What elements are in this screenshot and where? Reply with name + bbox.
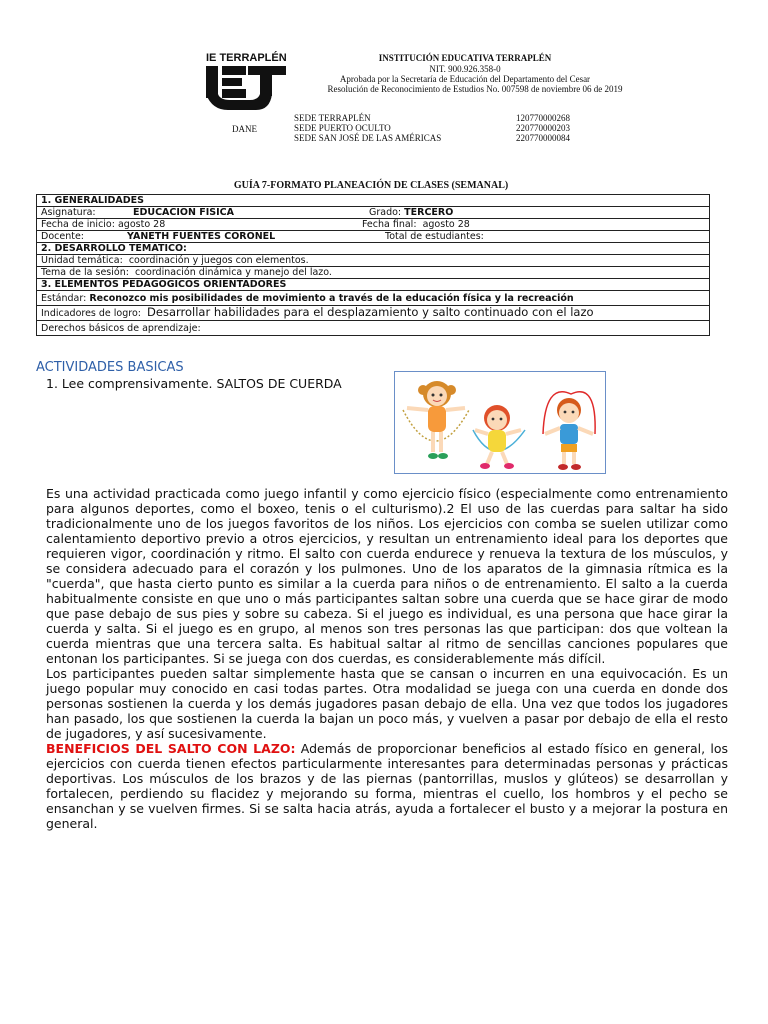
boy-figure: [543, 392, 595, 470]
docente-value: YANETH FUENTES CORONEL: [127, 231, 276, 242]
estandar-cell: [37, 291, 710, 306]
fecha-inicio-value: agosto 28: [117, 219, 166, 230]
docente-label: Docente:: [41, 231, 84, 242]
sede-name: SEDE PUERTO OCULTO: [294, 123, 391, 133]
sede-code: 220770000084: [516, 133, 570, 143]
tema-label: Tema de la sesión:: [41, 267, 129, 278]
table-row: [37, 219, 710, 231]
table-row: [37, 291, 710, 306]
sede-codes: [516, 113, 570, 143]
table-row: [37, 279, 710, 291]
girl-figure: [403, 381, 469, 459]
school-logo: [204, 64, 288, 112]
tema-value: coordinación dinámica y manejo del lazo.: [134, 267, 332, 278]
section-desarrollo: 2. DESARROLLO TEMATICO:: [37, 243, 710, 255]
table-row: [37, 231, 710, 243]
activity-item-1: 1. Lee comprensivamente. SALTOS DE CUERDA: [46, 376, 342, 391]
fecha-final-label: Fecha final:: [361, 219, 417, 230]
asignatura-label: Asignatura:: [41, 207, 96, 218]
unidad-cell: [37, 255, 710, 267]
paragraph: Los participantes pueden saltar simplemente hasta que se cansan o incurren en una equivocación. Es un juego popular muy conocido en casi todas partes. Otra modalidad se juega con una cuerda en donde dos personas sostienen la cuerda y los demás jugadores pasan debajo de ella. Una vez que todos los jugadores han pasado, los que sostienen la cuerda la bajan un poco más, y vuelven a pasar por debajo de ella el resto de jugadores, y así sucesivamente.: [46, 666, 728, 741]
asignatura-cell: [37, 207, 710, 219]
benefits-heading: BENEFICIOS DEL SALTO CON LAZO:: [46, 741, 296, 756]
grado-label: Grado:: [369, 207, 402, 218]
dane-label: DANE: [232, 124, 257, 134]
table-row: [37, 267, 710, 279]
paragraph: [46, 741, 728, 831]
fecha-inicio-label: Fecha de inicio:: [41, 219, 115, 230]
grado-value: TERCERO: [404, 207, 454, 218]
total-estudiantes-label: Total de estudiantes:: [385, 231, 484, 242]
activities-heading: ACTIVIDADES BASICAS: [36, 360, 184, 375]
fecha-final-value: agosto 28: [422, 219, 470, 230]
derechos-cell: [37, 321, 710, 336]
estandar-value: Reconozco mis posibilidades de movimiento a través de la educación física y la recreación: [89, 292, 574, 304]
indicadores-cell: [37, 306, 710, 321]
girl-figure: [473, 405, 525, 469]
table-row: [37, 243, 710, 255]
estandar-label: Estándar:: [41, 292, 87, 304]
section-elementos: 3. ELEMENTOS PEDAGOGICOS ORIENTADORES: [37, 279, 710, 291]
section-generalidades: 1. GENERALIDADES: [37, 195, 710, 207]
table-row: [37, 321, 710, 336]
planning-table: [36, 194, 710, 336]
guide-title: GUÍA 7-FORMATO PLANEACIÓN DE CLASES (SEMANAL): [233, 180, 509, 191]
logo-text: IE TERRAPLÉN: [206, 52, 287, 64]
table-row: [37, 195, 710, 207]
indicadores-value: Desarrollar habilidades para el desplazamiento y salto continuado con el lazo: [147, 305, 594, 319]
table-row: [37, 255, 710, 267]
tema-cell: [37, 267, 710, 279]
benefits-text: Además de proporcionar beneficios al estado físico en general, los ejercicios con cuerda tienen efectos particularmente interesantes para determinadas personas y prácticas deportivas. Los músculos de los brazos y de las piernas (pantorrillas, muslos y glúteos) se desarrollan y fortalecen, perdiendo su flacidez y mejorando su forma, mientras el cuello, los hombros y el pecho se ensanchan y se vuelven firmes. Si se salta hacia atrás, ayuda a fortalecer el busto y a mejorar la postura en general.: [46, 741, 728, 831]
table-row: [37, 306, 710, 321]
unidad-value: coordinación y juegos con elementos.: [128, 255, 309, 266]
indicadores-label: Indicadores de logro:: [41, 308, 141, 319]
asignatura-value: EDUCACION FISICA: [133, 207, 234, 218]
table-row: [37, 207, 710, 219]
sede-name: SEDE SAN JOSÉ DE LAS AMÉRICAS: [294, 133, 442, 143]
sede-code: 220770000203: [516, 123, 570, 133]
nit: NIT. 900.926.358-0: [429, 64, 501, 74]
sede-code: 120770000268: [516, 113, 570, 123]
fechas-cell: [37, 219, 710, 231]
reading-text: [46, 486, 728, 831]
kids-jumping-rope-illustration: [394, 371, 606, 474]
derechos-label: Derechos básicos de aprendizaje:: [41, 322, 201, 334]
sede-list: [294, 113, 441, 143]
institution-name: INSTITUCIÓN EDUCATIVA TERRAPLÉN: [378, 53, 552, 63]
unidad-label: Unidad temática:: [41, 255, 123, 266]
approval-text: Aprobada por la Secretaría de Educación del Departamento del Cesar: [339, 74, 591, 84]
docente-cell: [37, 231, 710, 243]
sede-name: SEDE TERRAPLÉN: [294, 113, 371, 123]
resolution-text: Resolución de Reconocimiento de Estudios No. 007598 de noviembre 06 de 2019: [327, 84, 623, 94]
paragraph: Es una actividad practicada como juego infantil y como ejercicio físico (especialmente como entrenamiento para algunos deportes, como el boxeo, tenis o el culturismo).2 El uso de las cuerdas para saltar ha sido tradicionalmente uno de los juegos favoritos de los niños. Los ejercicios con comba se suelen utilizar como calentamiento deportivo previo a otros ejercicios, y resultan un entrenamiento ideal para los deportes que requieren vigor, coordinación y ritmo. El salto con cuerda endurece y renueva la textura de los músculos, y se considera adecuado para el corazón y los pulmones. Uno de los aparatos de la gimnasia rítmica es la "cuerda", que hasta cierto punto es similar a la cuerda para niños o de entrenamiento. El salto a la cuerda habitualmente consiste en que uno o más participantes saltan sobre una cuerda que se hace girar de modo que pase debajo de sus pies y sobre su cabeza. Si el juego es individual, es una persona que hace girar la cuerda y salta. Si el juego es en grupo, al menos son tres personas las que participan: dos que voltean la cuerda mientras que una tercera salta. Es habitual saltar al ritmo de sencillas canciones populares que entonan los participantes. Si se juega con dos cuerdas, es considerablemente más difícil.: [46, 486, 728, 666]
